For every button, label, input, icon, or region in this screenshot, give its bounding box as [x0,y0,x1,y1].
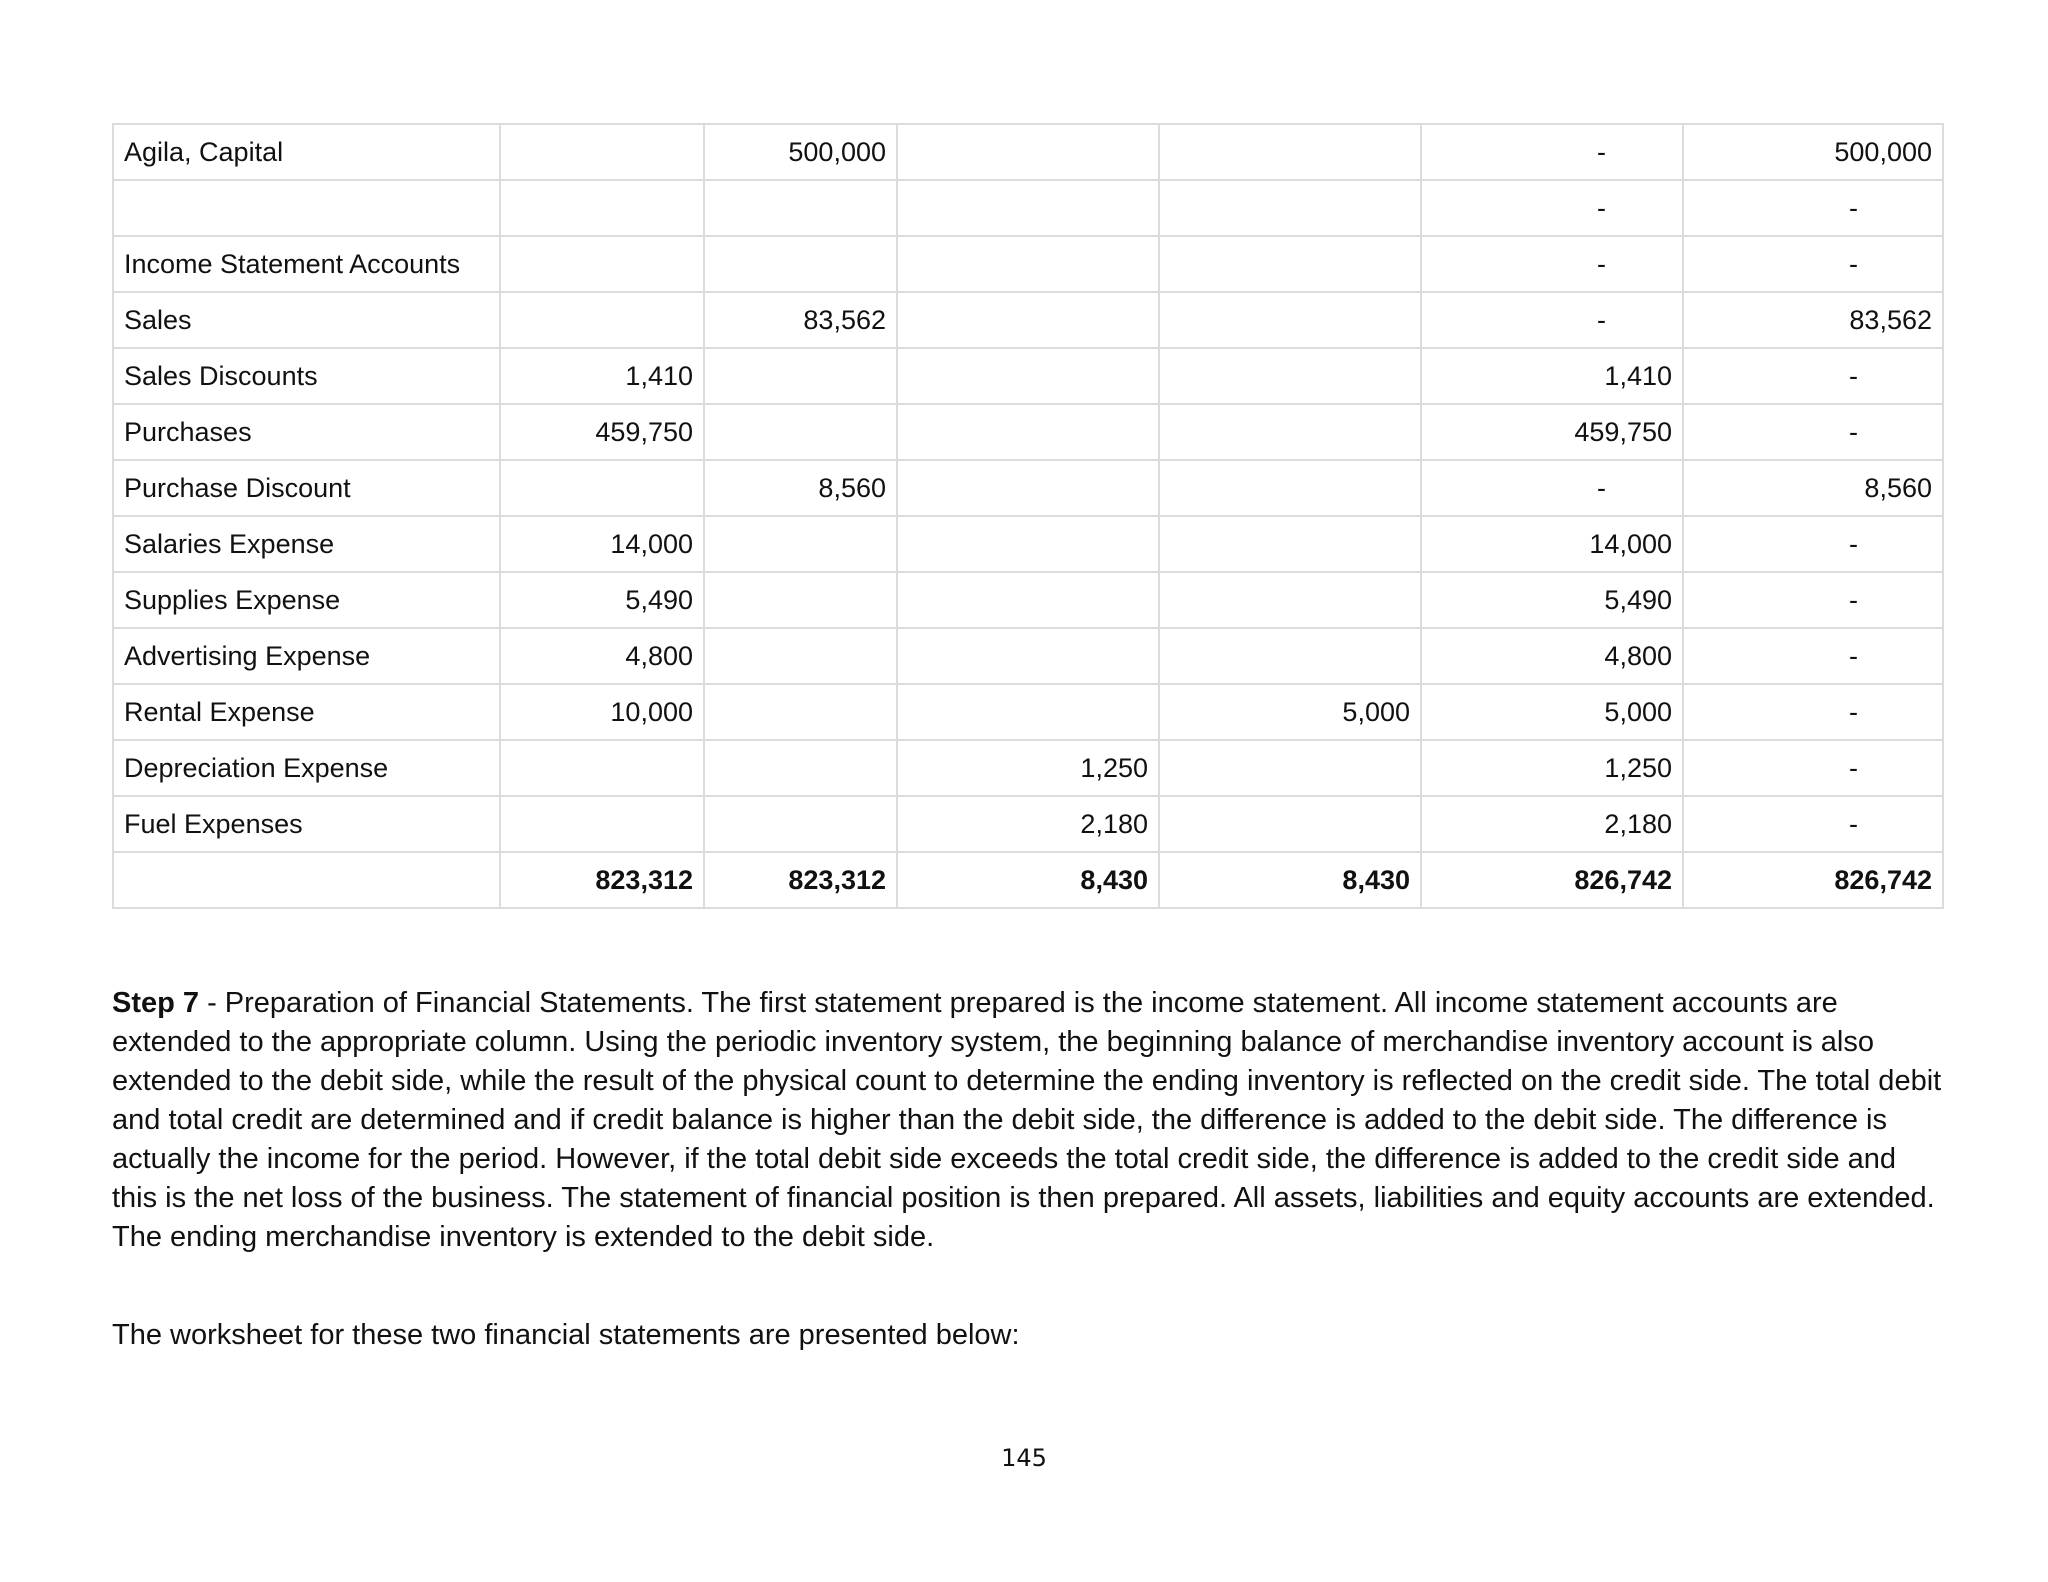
amount-cell-c2 [704,180,897,236]
table-row [113,180,1943,236]
amount-cell-c1: 4,800 [500,628,704,684]
amount-cell-c5: - [1421,180,1683,236]
table-row [113,236,1943,292]
amount-cell-c5: 1,250 [1421,740,1683,796]
table-row [113,404,1943,460]
totals-row [113,852,1943,908]
amount-cell-c1: 10,000 [500,684,704,740]
amount-cell-c1 [500,740,704,796]
amount-cell-c6: - [1683,684,1943,740]
amount-cell-c5: - [1421,236,1683,292]
account-name-cell: Income Statement Accounts [113,236,500,292]
total-cell-c3: 8,430 [897,852,1159,908]
amount-cell-c5: - [1421,460,1683,516]
amount-cell-c2 [704,236,897,292]
amount-cell-c6: 8,560 [1683,460,1943,516]
account-name-cell: Depreciation Expense [113,740,500,796]
amount-cell-c4 [1159,796,1421,852]
amount-cell-c2 [704,740,897,796]
amount-cell-c3 [897,124,1159,180]
amount-cell-c3: 2,180 [897,796,1159,852]
amount-cell-c2 [704,348,897,404]
amount-cell-c3 [897,628,1159,684]
table-row [113,684,1943,740]
amount-cell-c4 [1159,404,1421,460]
amount-cell-c6: - [1683,740,1943,796]
amount-cell-c2: 83,562 [704,292,897,348]
amount-cell-c3 [897,684,1159,740]
table-row [113,124,1943,180]
page-number: 145 [1001,1444,1047,1472]
table-row [113,292,1943,348]
account-name-cell: Sales [113,292,500,348]
amount-cell-c4 [1159,740,1421,796]
amount-cell-c6: - [1683,404,1943,460]
amount-cell-c6: - [1683,348,1943,404]
account-name-cell: Advertising Expense [113,628,500,684]
worksheet-intro: The worksheet for these two financial statements are presented below: [112,1319,1020,1351]
amount-cell-c5: 4,800 [1421,628,1683,684]
amount-cell-c4 [1159,628,1421,684]
amount-cell-c1 [500,124,704,180]
amount-cell-c2 [704,796,897,852]
amount-cell-c3 [897,348,1159,404]
amount-cell-c4 [1159,460,1421,516]
amount-cell-c4 [1159,180,1421,236]
amount-cell-c2 [704,404,897,460]
account-name-cell: Purchase Discount [113,460,500,516]
amount-cell-c5: 5,000 [1421,684,1683,740]
table-row [113,572,1943,628]
table-row [113,740,1943,796]
amount-cell-c3 [897,404,1159,460]
amount-cell-c2: 500,000 [704,124,897,180]
account-name-cell: Rental Expense [113,684,500,740]
amount-cell-c4 [1159,124,1421,180]
amount-cell-c6: 83,562 [1683,292,1943,348]
amount-cell-c6: 500,000 [1683,124,1943,180]
amount-cell-c1 [500,796,704,852]
amount-cell-c4 [1159,516,1421,572]
amount-cell-c5: 1,410 [1421,348,1683,404]
amount-cell-c2: 8,560 [704,460,897,516]
amount-cell-c6: - [1683,516,1943,572]
amount-cell-c1 [500,460,704,516]
amount-cell-c1: 459,750 [500,404,704,460]
total-cell-c4: 8,430 [1159,852,1421,908]
amount-cell-c6: - [1683,180,1943,236]
amount-cell-c5: 14,000 [1421,516,1683,572]
account-name-cell: Purchases [113,404,500,460]
table-row [113,628,1943,684]
amount-cell-c6: - [1683,236,1943,292]
amount-cell-c4 [1159,236,1421,292]
table-row [113,460,1943,516]
amount-cell-c3 [897,516,1159,572]
worksheet-body [113,124,1943,908]
account-name-cell: Agila, Capital [113,124,500,180]
amount-cell-c2 [704,684,897,740]
amount-cell-c1: 5,490 [500,572,704,628]
step7-heading: Step 7 [112,987,200,1019]
amount-cell-c4 [1159,348,1421,404]
amount-cell-c6: - [1683,572,1943,628]
amount-cell-c2 [704,628,897,684]
amount-cell-c6: - [1683,628,1943,684]
table-row [113,348,1943,404]
amount-cell-c3: 1,250 [897,740,1159,796]
amount-cell-c1 [500,292,704,348]
amount-cell-c2 [704,516,897,572]
amount-cell-c3 [897,572,1159,628]
worksheet-table [112,123,1944,909]
account-name-cell: Fuel Expenses [113,796,500,852]
amount-cell-c3 [897,292,1159,348]
total-cell-c1: 823,312 [500,852,704,908]
total-cell-c2: 823,312 [704,852,897,908]
total-cell-c6: 826,742 [1683,852,1943,908]
amount-cell-c3 [897,460,1159,516]
step7-text: - Preparation of Financial Statements. The first statement prepared is the income statement. All income statement accounts are extended to the appropriate column. Using the periodic inventory system, the beginning balance of merchandise inventory account is also extended to the debit side, while the result of the physical count to determine the ending inventory is reflected on the credit side. The total debit and total credit are determined and if credit balance is higher than the debit side, the difference is added to the debit side. The difference is actually the income for the period. However, if the total debit side exceeds the total credit side, the difference is added to the credit side and this is the net loss of the business. The statement of financial position is then prepared. All assets, liabilities and equity accounts are extended. The ending merchandise inventory is extended to the debit side. [112,987,1942,1253]
account-name-cell [113,180,500,236]
amount-cell-c4 [1159,292,1421,348]
table-row [113,796,1943,852]
amount-cell-c5: - [1421,124,1683,180]
amount-cell-c4: 5,000 [1159,684,1421,740]
total-cell-c5: 826,742 [1421,852,1683,908]
amount-cell-c3 [897,236,1159,292]
step7-paragraph [112,984,1942,1257]
account-name-cell: Salaries Expense [113,516,500,572]
totals-label-cell [113,852,500,908]
amount-cell-c1: 1,410 [500,348,704,404]
amount-cell-c1: 14,000 [500,516,704,572]
amount-cell-c6: - [1683,796,1943,852]
table-row [113,516,1943,572]
amount-cell-c1 [500,236,704,292]
amount-cell-c5: 2,180 [1421,796,1683,852]
account-name-cell: Supplies Expense [113,572,500,628]
account-name-cell: Sales Discounts [113,348,500,404]
amount-cell-c1 [500,180,704,236]
amount-cell-c4 [1159,572,1421,628]
amount-cell-c2 [704,572,897,628]
amount-cell-c5: 5,490 [1421,572,1683,628]
amount-cell-c5: - [1421,292,1683,348]
amount-cell-c5: 459,750 [1421,404,1683,460]
amount-cell-c3 [897,180,1159,236]
